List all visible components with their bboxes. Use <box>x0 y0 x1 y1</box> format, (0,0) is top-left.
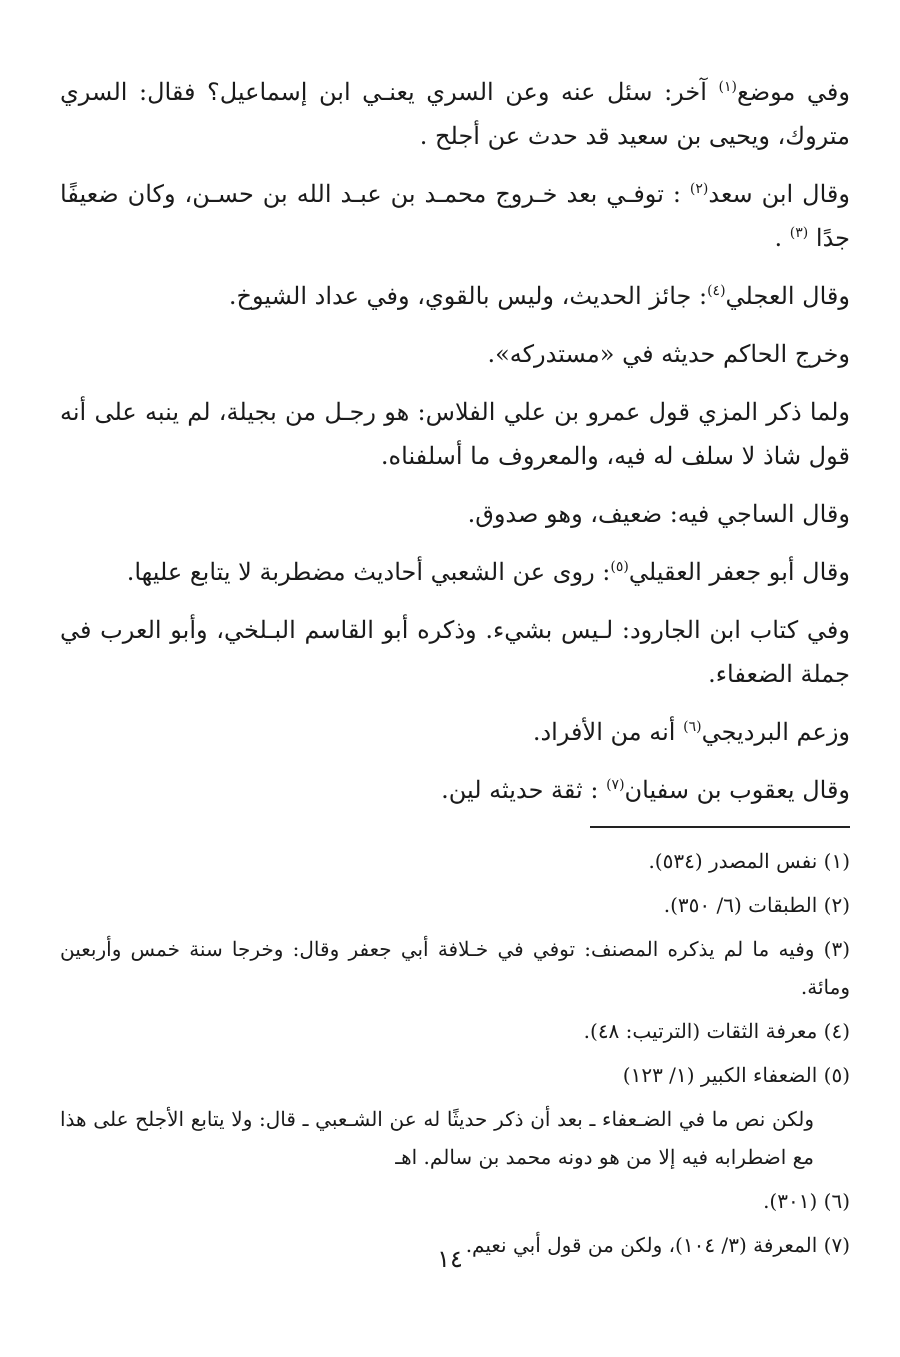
body-paragraph <box>60 70 850 158</box>
text-run: وخرج الحاكم حديثه في «مستدركه». <box>487 340 850 368</box>
text-run: : ثقة حديثه لين. <box>441 776 607 804</box>
body-paragraph <box>60 274 850 318</box>
body-paragraph <box>60 492 850 536</box>
text-run: . <box>774 224 790 252</box>
footnote: (١) نفس المصدر (٥٣٤). <box>648 849 850 873</box>
body-paragraph <box>60 608 850 696</box>
text-run: وفي موضع <box>736 78 850 106</box>
text-run: وقال الساجي فيه: ضعيف، وهو صدوق. <box>467 500 850 528</box>
footnote: (٤) معرفة الثقات (الترتيب: ٤٨). <box>583 1019 850 1043</box>
footnote-marker: (٢) <box>689 181 709 197</box>
footnote-marker: (١) <box>718 79 737 95</box>
footnote-separator <box>590 826 850 828</box>
footnote-marker: (٤) <box>707 283 726 299</box>
footnote: (٣) وفيه ما لم يذكره المصنف: توفي في خـلافة أبي جعفر وقال: وخرجا سنة خمس وأربعين ومائة. <box>60 937 850 999</box>
text-run: وفي كتاب ابن الجارود: لـيس بشيء. وذكره أبو القاسم البـلخي، وأبو العرب في جملة الضعفاء. <box>60 616 850 688</box>
text-run: وقال ابن سعد <box>708 180 850 208</box>
text-run: : توفـي بعد خـروج محمـد بن عبـد الله بن حسـن، وكان ضعيفًا جدًا <box>60 180 850 252</box>
body-paragraph <box>60 172 850 260</box>
footnote: (٧) المعرفة (٣/ ١٠٤)، ولكن من قول أبي نعيم. <box>465 1233 850 1257</box>
text-run: : جائز الحديث، وليس بالقوي، وفي عداد الشيوخ. <box>228 282 708 310</box>
body-paragraph <box>60 710 850 754</box>
body-paragraph <box>60 390 850 478</box>
page-number: ١٤ <box>437 1245 463 1273</box>
main-text <box>60 70 850 812</box>
text-run: وزعم البرديجي <box>701 718 850 746</box>
footnote-marker: (٦) <box>683 719 702 735</box>
text-run: : روى عن الشعبي أحاديث مضطربة لا يتابع عليها. <box>126 558 611 586</box>
text-run: آخر: سئل عنه وعن السري يعنـي ابن إسماعيل؟ فقال: السري متروك، ويحيى بن سعيد قد حدث عن أجلح . <box>60 78 850 150</box>
body-paragraph <box>60 550 850 594</box>
footnote: (٢) الطبقات (٦/ ٣٥٠). <box>663 893 850 917</box>
footnote-marker: (٣) <box>789 225 809 241</box>
footnote-continuation: ولكن نص ما في الضـعفاء ـ بعد أن ذكر حديثًا له عن الشـعبي ـ قال: ولا يتابع الأجلح على هذا مع اضطرابه فيه إلا من هو دونه محمد بن سالم. اهـ <box>60 1107 814 1169</box>
text-run: وقال أبو جعفر العقيلي <box>628 558 850 586</box>
text-run: وقال العجلي <box>725 282 850 310</box>
body-paragraph <box>60 332 850 376</box>
footnote: (٥) الضعفاء الكبير (١/ ١٢٣) <box>622 1063 850 1087</box>
text-run: وقال يعقوب بن سفيان <box>624 776 850 804</box>
body-paragraph <box>60 768 850 812</box>
footnotes <box>60 842 850 1264</box>
footnote-marker: (٥) <box>610 559 629 575</box>
footnote: (٦) (٣٠١). <box>763 1189 850 1213</box>
text-run: ولما ذكر المزي قول عمرو بن علي الفلاس: هو رجـل من بجيلة، لم ينبه على أنه قول شاذ لا سلف له فيه، والمعروف ما أسلفناه. <box>60 398 850 470</box>
footnote-marker: (٧) <box>606 777 625 793</box>
book-page <box>60 70 850 1270</box>
text-run: أنه من الأفراد. <box>532 718 684 746</box>
